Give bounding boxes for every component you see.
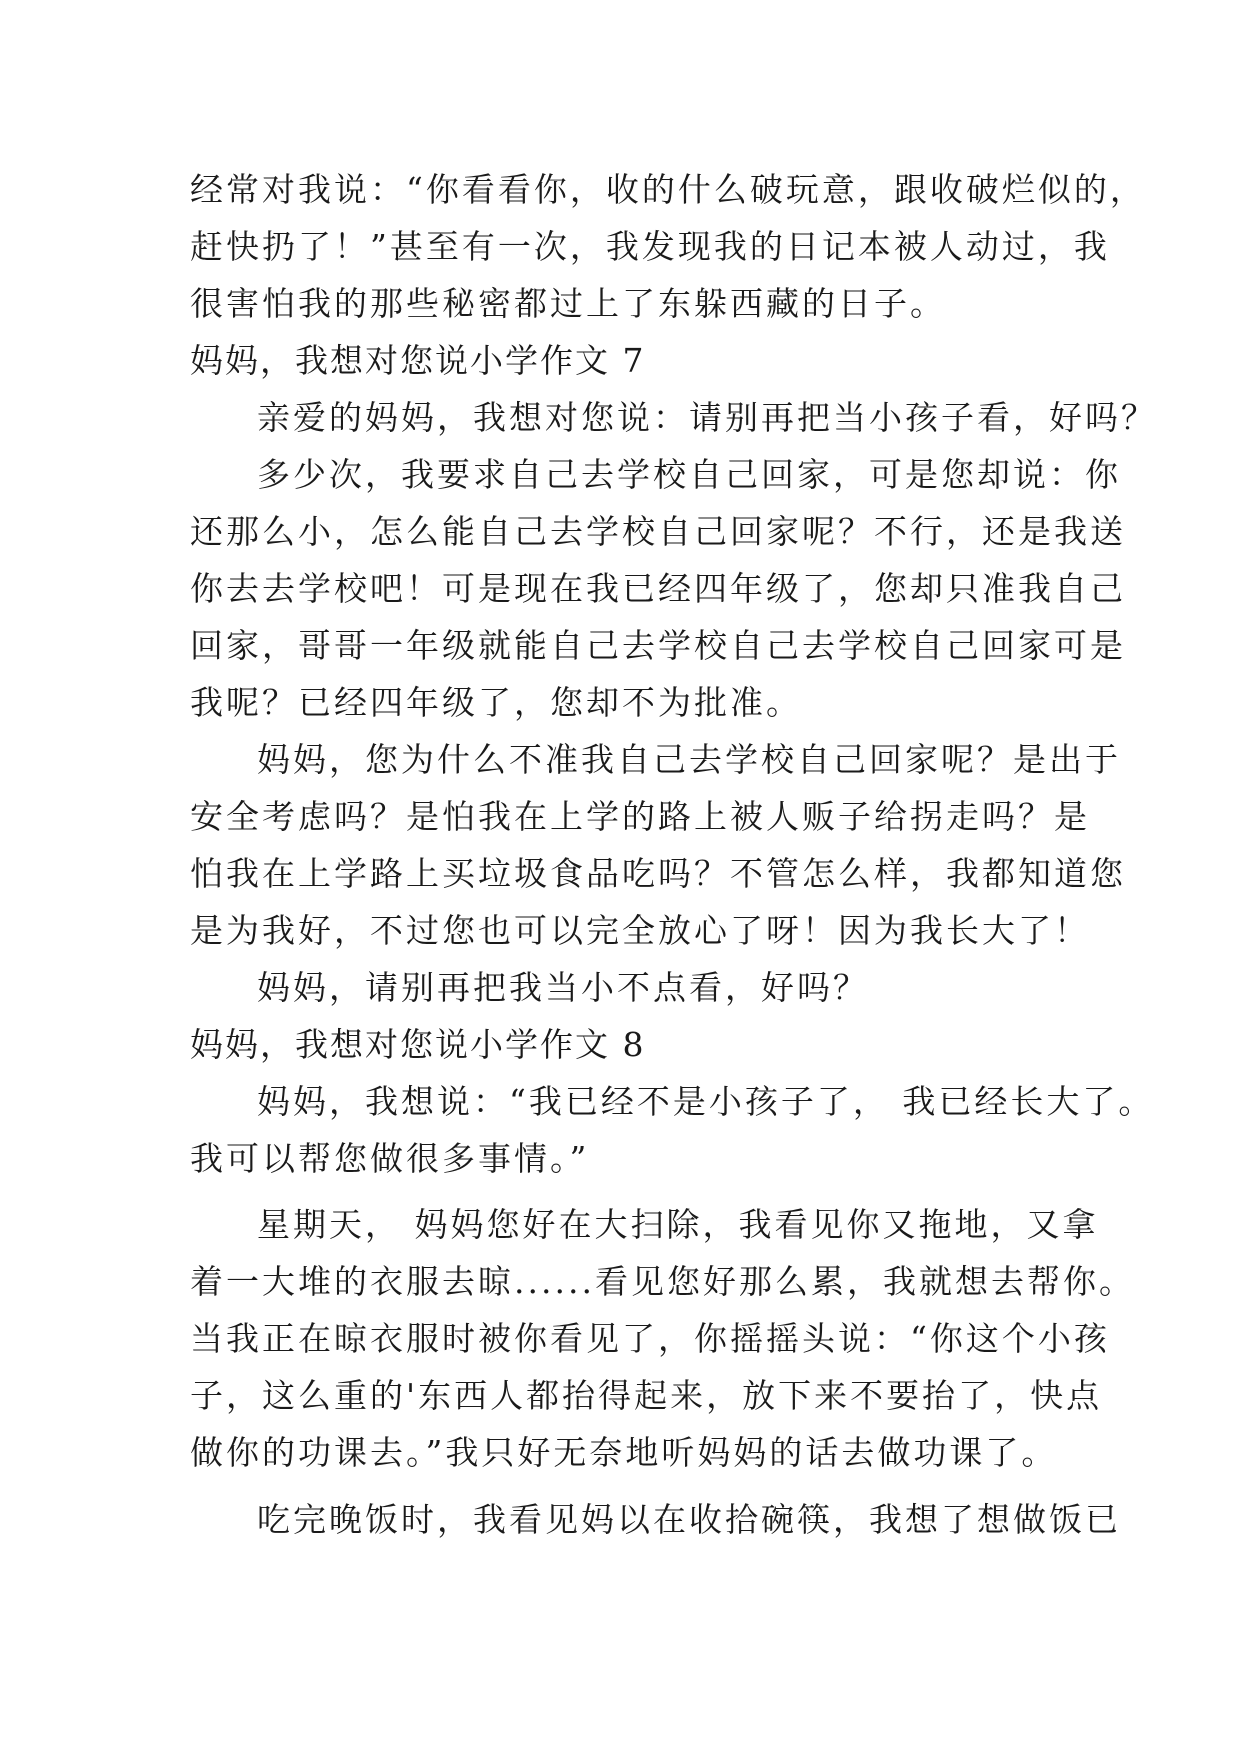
- text-line: 是为我好，不过您也可以完全放心了呀！因为我长大了！: [190, 911, 1090, 950]
- text-line: 着一大堆的衣服去晾......看见您好那么累，我就想去帮你。: [190, 1262, 1135, 1301]
- text-line: 子，这么重的'东西人都抬得起来，放下来不要抬了，快点: [190, 1376, 1103, 1415]
- text-line: 我可以帮您做很多事情。”: [190, 1139, 590, 1178]
- text-line: 你去去学校吧！可是现在我已经四年级了，您却只准我自己: [190, 569, 1126, 608]
- text-line: 妈妈，请别再把我当小不点看，好吗？: [257, 968, 869, 1007]
- text-line: 很害怕我的那些秘密都过上了东躲西藏的日子。: [190, 284, 946, 323]
- text-line: 吃完晚饭时，我看见妈以在收拾碗筷，我想了想做饭已: [257, 1500, 1121, 1539]
- text-line: 星期天， 妈妈您好在大扫除，我看见你又拖地，又拿: [257, 1205, 1099, 1244]
- text-line: 当我正在晾衣服时被你看见了，你摇摇头说：“你这个小孩: [190, 1319, 1110, 1358]
- text-line: 还那么小，怎么能自己去学校自己回家呢？不行，还是我送: [190, 512, 1126, 551]
- essay-heading-8: 妈妈，我想对您说小学作文 8: [190, 1025, 646, 1064]
- text-line: 妈妈，我想说：“我已经不是小孩子了， 我已经长大了。: [257, 1082, 1155, 1121]
- text-line: 安全考虑吗？是怕我在上学的路上被人贩子给拐走吗？是: [190, 797, 1090, 836]
- essay-heading-7: 妈妈，我想对您说小学作文 7: [190, 341, 646, 380]
- text-line: 怕我在上学路上买垃圾食品吃吗？不管怎么样，我都知道您: [190, 854, 1126, 893]
- text-line: 经常对我说：“你看看你，收的什么破玩意，跟收破烂似的，: [190, 170, 1146, 209]
- text-line: 做你的功课去。”我只好无奈地听妈妈的话去做功课了。: [190, 1433, 1058, 1472]
- text-line: 赶快扔了！”甚至有一次，我发现我的日记本被人动过，我: [190, 227, 1110, 266]
- text-line: 回家，哥哥一年级就能自己去学校自己去学校自己回家可是: [190, 626, 1126, 665]
- text-line: 我呢？已经四年级了，您却不为批准。: [190, 683, 802, 722]
- text-line: 多少次，我要求自己去学校自己回家，可是您却说：你: [257, 455, 1121, 494]
- text-line: 妈妈，您为什么不准我自己去学校自己回家呢？是出于: [257, 740, 1121, 779]
- text-line: 亲爱的妈妈，我想对您说：请别再把当小孩子看，好吗？: [257, 398, 1157, 437]
